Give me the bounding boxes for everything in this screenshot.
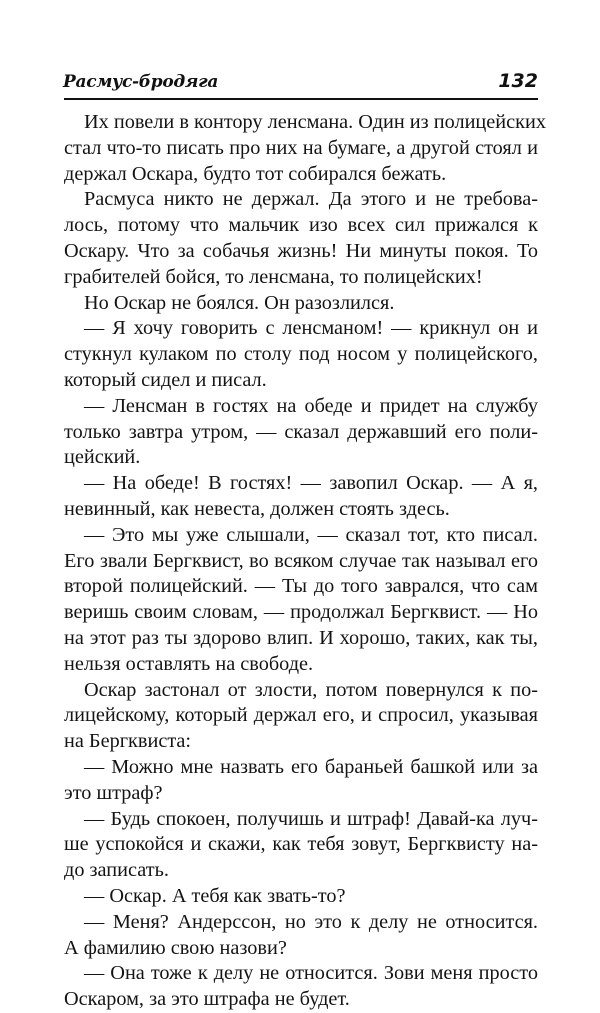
text-line: до записать. <box>64 859 169 882</box>
text-line: — Будь спокоен, получишь и штраф! Давай-ка луч- <box>84 807 538 830</box>
text-line: — Меня? Андерссон, но это к делу не относится. <box>84 910 538 933</box>
running-title: Расмус-бродяга <box>63 72 219 92</box>
text-line: держал Оскара, будто тот собирался бежать. <box>64 162 447 185</box>
text-line: — На обеде! В гостях! — завопил Оскар. — А я, <box>84 472 538 495</box>
text-line: стал что-то писать про них на бумаге, а другой стоял и <box>64 136 538 159</box>
text-line: нельзя оставлять на свободе. <box>64 652 314 675</box>
text-line: Оскару. Что за собачья жизнь! Ни минуты покоя. То <box>64 239 538 262</box>
text-line: Оскаром, за это штрафа не будет. <box>64 988 350 1011</box>
text-line: Оскар застонал от злости, потом повернулся к по- <box>84 678 538 701</box>
text-line: — Можно мне назвать его бараньей башкой или за <box>84 755 538 778</box>
text-line: грабителей бойся, то ленсмана, то полицейских! <box>64 265 483 288</box>
text-line: Но Оскар не боялся. Он разозлился. <box>84 291 395 314</box>
text-line: — Оскар. А тебя как звать-то? <box>84 884 346 907</box>
text-line: стукнул кулаком по столу под носом у полицейского, <box>64 343 538 366</box>
book-page <box>63 70 546 1011</box>
text-line: лось, потому что мальчик изо всех сил прижался к <box>64 214 538 237</box>
text-line: — Она тоже к делу не относится. Зови меня просто <box>84 962 538 985</box>
text-line: Его звали Бергквист, во всяком случае так называл его <box>64 549 538 572</box>
text-line: на этот раз ты здорово влип. И хорошо, таких, как ты, <box>64 626 538 649</box>
text-line: на Бергквиста: <box>64 730 192 753</box>
page-header <box>64 70 538 96</box>
text-line: это штраф? <box>64 781 163 804</box>
text-line: Их повели в контору ленсмана. Один из полицейских <box>84 111 546 133</box>
text-line: ше успокойся и скажи, как тебя зовут, Бергквисту на- <box>64 833 538 856</box>
text-line: А фамилию свою назови? <box>64 936 287 959</box>
text-line: веришь своим словам, — продолжал Бергквист. — Но <box>64 601 538 624</box>
text-line: второй полицейский. — Ты до того заврался, что сам <box>64 575 538 598</box>
header-rule <box>64 98 538 100</box>
text-line: лицейскому, который держал его, и спросил, указывая <box>64 704 538 727</box>
text-line: — Ленсман в гостях на обеде и придет на службу <box>84 394 538 417</box>
text-line: Расмуса никто не держал. Да этого и не требова- <box>84 188 538 211</box>
text-line: — Это мы уже слышали, — сказал тот, кто писал. <box>84 523 538 546</box>
page-number: 132 <box>498 70 538 92</box>
text-line: цейский. <box>64 446 141 469</box>
body-text <box>64 110 546 1013</box>
text-line: — Я хочу говорить с ленсманом! — крикнул он и <box>84 317 538 340</box>
text-line: только завтра утром, — сказал державший его поли- <box>64 420 538 443</box>
text-line: который сидел и писал. <box>64 368 267 391</box>
text-line: невинный, как невеста, должен стоять здесь. <box>64 497 450 520</box>
